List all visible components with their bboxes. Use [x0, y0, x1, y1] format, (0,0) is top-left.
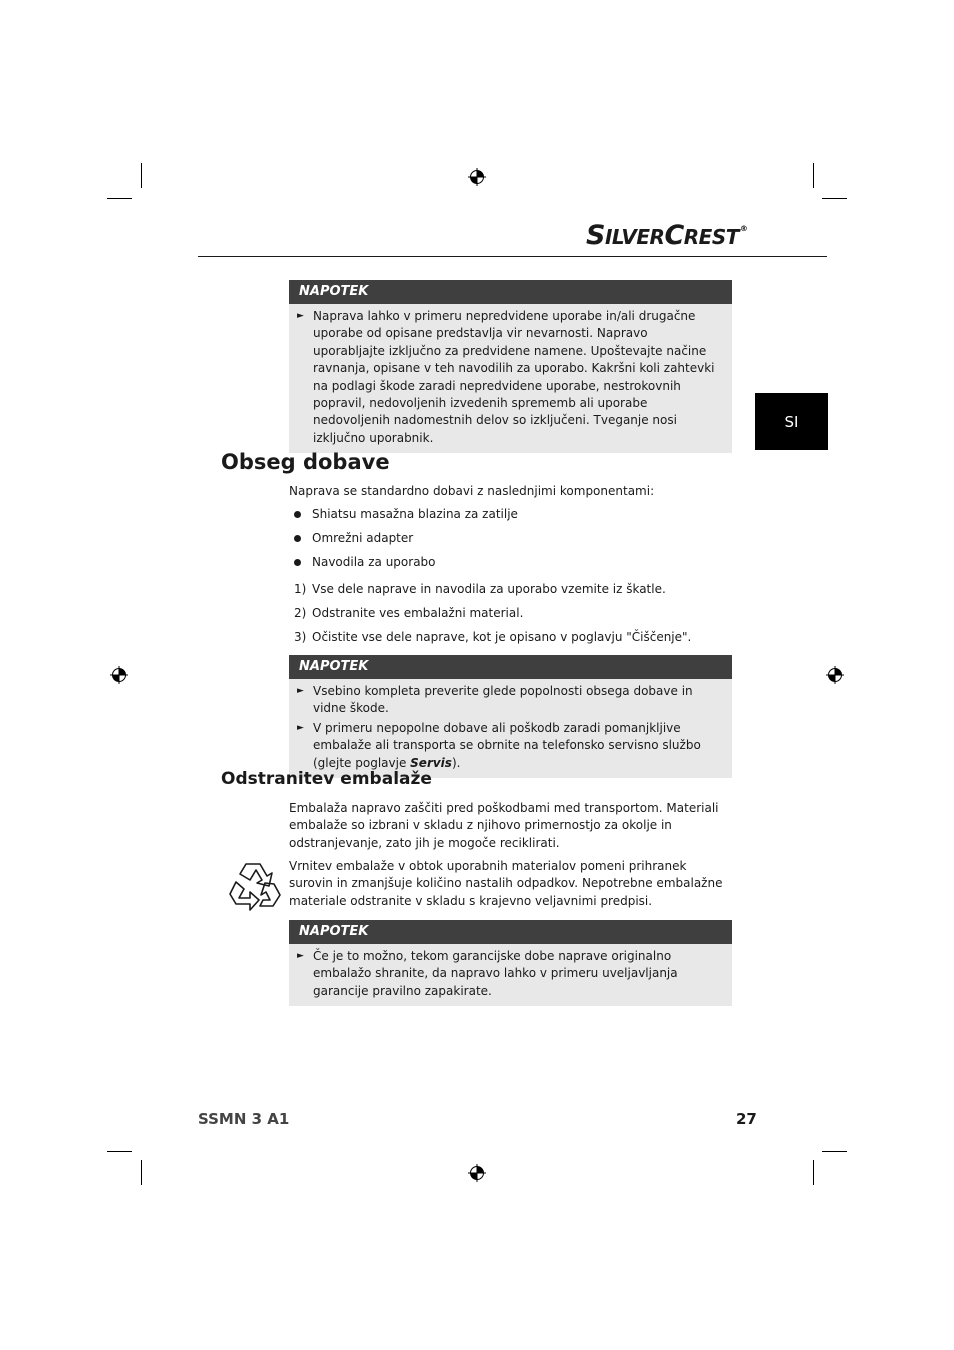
list-item: Omrežni adapter: [294, 531, 413, 545]
list-item: Shiatsu masažna blazina za zatilje: [294, 507, 518, 521]
language-tab: SI: [755, 393, 828, 450]
arrow-icon: ►: [297, 686, 304, 696]
arrow-icon: ►: [297, 311, 304, 321]
note-header: NAPOTEK: [289, 280, 732, 304]
step-item: 1) Vse dele naprave in navodila za uporabo vzemite iz škatle.: [294, 582, 666, 596]
list-item: Navodila za uporabo: [294, 555, 436, 569]
registration-mark-icon: [468, 1164, 486, 1182]
registration-mark-icon: [468, 168, 486, 186]
header-rule: [198, 256, 827, 257]
step-item: 2) Odstranite ves embalažni material.: [294, 606, 524, 620]
registration-mark-icon: [110, 666, 128, 684]
crop-mark: [822, 198, 847, 199]
paragraph: Vrnitev embalaže v obtok uporabnih materialov pomeni prihranek surovin in zmanjšuje količino nastalih odpadkov. Nepotrebne embalažne materiale odstranite v skladu s krajevno veljavnimi predpisi.: [289, 859, 723, 908]
section-intro: Naprava se standardno dobavi z naslednjimi komponentami:: [289, 484, 655, 498]
crop-mark: [813, 163, 814, 188]
note-box: [289, 280, 732, 453]
bullet-icon: [294, 535, 301, 542]
arrow-icon: ►: [297, 951, 304, 961]
crop-mark: [813, 1160, 814, 1185]
note-item: ► V primeru nepopolne dobave ali poškodb zaradi pomanjkljive embalaže ali transporta se obrnite na telefonsko servisno službo (glejte poglavje Servis).: [297, 720, 722, 772]
bullet-icon: [294, 559, 301, 566]
note-header: NAPOTEK: [289, 920, 732, 944]
crop-mark: [141, 1160, 142, 1185]
note-item: ► Naprava lahko v primeru nepredvidene uporabe in/ali drugačne uporabe od opisane predstavlja vir nevarnosti. Napravo uporabljajte izključno za predvidene namene. Upoštevajte načine ravnanja, opisane v teh navodilih za uporabo. Kakršni koli zahtevki na podlagi škode zaradi nepredvidene uporabe, nestrokovnih popravil, nedovoljenih izvedenih sprememb ali uporabe nedovoljenih nadomestnih delov so izključeni. Tveganje nosi izključno uporabnik.: [297, 308, 722, 447]
paragraph: Embalaža napravo zaščiti pred poškodbami med transportom. Materiali embalaže so izbrani v skladu z njihovo primernostjo za okolje in odstranjevanje, zato jih je mogoče reciklirati.: [289, 801, 719, 850]
note-item: ► Vsebino kompleta preverite glede popolnosti obsega dobave in vidne škode.: [297, 683, 722, 718]
note-header: NAPOTEK: [289, 655, 732, 679]
note-item: ► Če je to možno, tekom garancijske dobe naprave originalno embalažo shranite, da napravo lahko v primeru uveljavljanja garancije pravilno zapakirate.: [297, 948, 722, 1000]
page-number: 27: [736, 1110, 757, 1128]
model-number: SSMN 3 A1: [198, 1110, 290, 1128]
crop-mark: [141, 163, 142, 188]
note-box: [289, 655, 732, 778]
arrow-icon: ►: [297, 722, 304, 733]
registration-mark-icon: [826, 666, 844, 684]
crop-mark: [822, 1151, 847, 1152]
recycle-icon: [226, 858, 284, 912]
step-item: 3) Očistite vse dele naprave, kot je opisano v poglavju "Čiščenje".: [294, 630, 692, 644]
section-title: Obseg dobave: [221, 450, 390, 474]
subsection-title: Odstranitev embalaže: [221, 769, 432, 789]
crop-mark: [107, 198, 132, 199]
brand-logo: SILVERCREST®: [586, 220, 748, 251]
crop-mark: [107, 1151, 132, 1152]
bullet-icon: [294, 511, 301, 518]
note-box: [289, 920, 732, 1006]
